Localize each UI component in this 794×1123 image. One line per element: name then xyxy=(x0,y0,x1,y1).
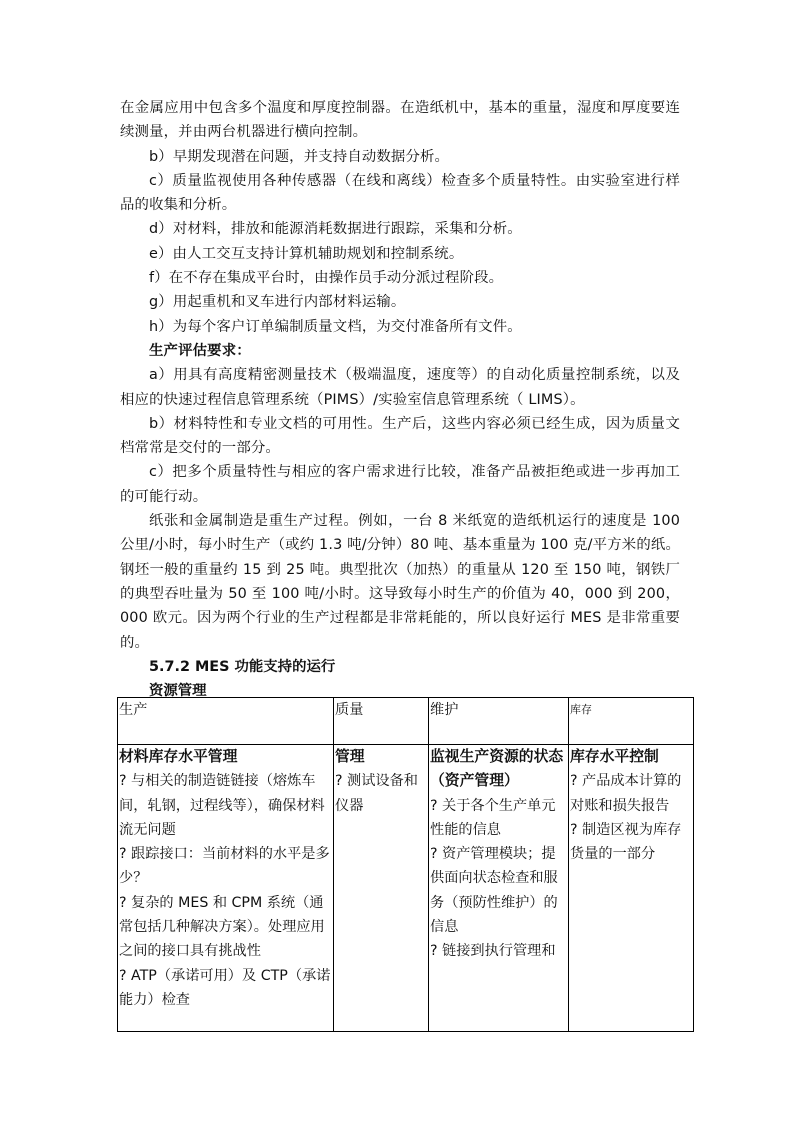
cell-title: 材料库存水平管理 xyxy=(119,748,238,765)
requirement-c: c）把多个质量特性与相应的客户需求进行比较，准备产品被拒绝或进一步再加工的可能行动。 xyxy=(120,464,680,505)
header-quality: 质量 xyxy=(334,698,429,745)
table-row xyxy=(118,745,694,1032)
cell-inventory xyxy=(569,745,694,1032)
paragraph-intro: 在金属应用中包含多个温度和厚度控制器。在造纸机中，基本的重量，湿度和厚度要连续测量，并由两台机器进行横向控制。 xyxy=(120,100,680,141)
cell-line: ? 跟踪接口：当前材料的水平是多少？ xyxy=(119,846,330,887)
requirement-a: a）用具有高度精密测量技术（极端温度，速度等）的自动化质量控制系统，以及相应的快速过程信息管理系统（PIMS）/实验室信息管理系统（ LIMS）。 xyxy=(120,367,680,408)
cell-line: ? 链接到执行管理和 xyxy=(430,943,556,960)
cell-production xyxy=(118,745,334,1032)
section-title: 生产评估要求： xyxy=(149,342,251,359)
cell-line: ? 制造区视为库存货量的一部分 xyxy=(570,821,682,863)
resource-management-table xyxy=(117,697,694,1032)
paragraph-item-e: e）由人工交互支持计算机辅助规划和控制系统。 xyxy=(149,245,464,262)
document-body xyxy=(120,96,680,703)
cell-quality xyxy=(334,745,429,1032)
cell-line: ? 复杂的 MES 和 CPM 系统（通常包括几种解决方案）。处理应用之间的接口具有挑战性 xyxy=(119,894,325,960)
subsection-title: 5.7.2 MES 功能支持的运行 xyxy=(149,658,336,675)
header-production: 生产 xyxy=(118,698,334,745)
paragraph-item-b: b）早期发现潜在问题，并支持自动数据分析。 xyxy=(149,148,450,165)
table-caption: 资源管理 xyxy=(149,683,207,700)
cell-line: ? 关于各个生产单元性能的信息 xyxy=(430,797,556,838)
cell-title: 管理 xyxy=(335,748,365,765)
cell-line: ? 资产管理模块；提供面向状态检查和服务（预防性维护）的信息 xyxy=(430,846,558,936)
header-maintenance: 维护 xyxy=(429,698,569,745)
cell-maintenance xyxy=(429,745,569,1032)
paragraph-paper-metal: 纸张和金属制造是重生产过程。例如，一台 8 米纸宽的造纸机运行的速度是 100 公里/小时，每小时生产（或约 1.3 吨/分钟）80 吨、基本重量为 100 克/平方米的纸。钢坯一般的重量约 15 到 25 吨。典型批次（加热）的重量从 120 至 150 吨，钢铁厂的典型吞吐量为 50 至 100 吨/小时。这导致每小时生产的价值为 40，000 到 200，000 欧元。因为两个行业的生产过程都是非常耗能的，所以良好运行 MES 是非常重要的。 xyxy=(120,513,680,651)
cell-line: ? 测试设备和仪器 xyxy=(335,773,418,814)
cell-line: ? 产品成本计算的对账和损失报告 xyxy=(570,773,682,814)
paragraph-item-d: d）对材料，排放和能源消耗数据进行跟踪，采集和分析。 xyxy=(149,221,522,238)
paragraph-item-c: c）质量监视使用各种传感器（在线和离线）检查多个质量特性。由实验室进行样品的收集和分析。 xyxy=(120,172,680,214)
cell-line: ? 与相关的制造链链接（熔炼车间，轧钢，过程线等），确保材料流无问题 xyxy=(119,773,325,838)
header-inventory: 库存 xyxy=(569,698,694,745)
cell-line: ? ATP（承诺可用）及 CTP（承诺能力）检查 xyxy=(119,967,331,1008)
paragraph-item-h: h）为每个客户订单编制质量文档，为交付准备所有文件。 xyxy=(149,318,522,335)
cell-subtitle: （资产管理） xyxy=(430,772,519,790)
paragraph-item-g: g）用起重机和叉车进行内部材料运输。 xyxy=(149,294,406,311)
table-header-row xyxy=(118,698,694,745)
requirement-b: b）材料特性和专业文档的可用性。生产后，这些内容必须已经生成，因为质量文档常常是交付的一部分。 xyxy=(120,415,680,457)
paragraph-item-f: f）在不存在集成平台时，由操作员手动分派过程阶段。 xyxy=(149,270,504,287)
cell-title: 监视生产资源的状态 xyxy=(430,748,564,765)
cell-title: 库存水平控制 xyxy=(570,748,659,765)
